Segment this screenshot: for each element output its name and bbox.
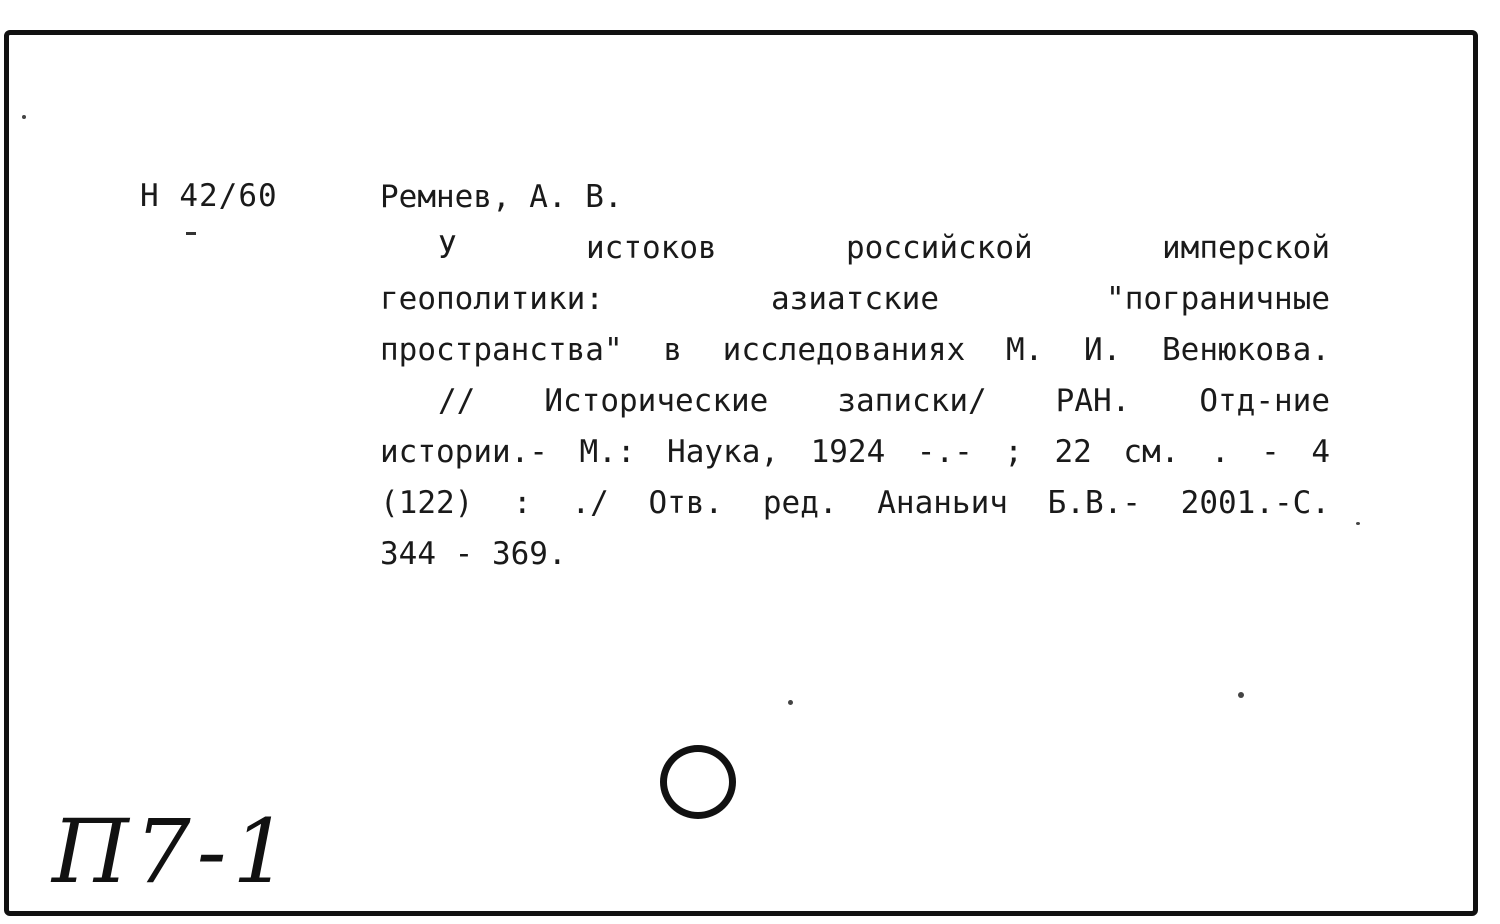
shelfmark: Н 42/60: [140, 178, 278, 214]
scan-speck: [1238, 692, 1244, 698]
entry-author: Ремнев, А. В.: [380, 179, 623, 215]
entry-title-line-2: геополитики: азиатские "пограничные: [380, 281, 1330, 317]
entry-source-line-1: // Исторические записки/ РАН. Отд-ние: [438, 383, 1330, 419]
scan-speck: [788, 700, 793, 705]
bibliographic-entry: [380, 172, 1330, 580]
scan-speck: [22, 115, 26, 119]
handwritten-code: П7-1: [52, 800, 295, 903]
scan-speck: [1356, 522, 1360, 525]
entry-source-line-2: истории.- М.: Наука, 1924 -.- ; 22 см. . - 4: [380, 434, 1330, 470]
entry-title-line-3: пространства" в исследованиях М. И. Венюкова.: [380, 332, 1330, 368]
punch-hole: [660, 745, 736, 819]
entry-pages: 344 - 369.: [380, 536, 567, 572]
shelfmark-dash: [186, 232, 196, 235]
entry-source-line-3: (122) : ./ Отв. ред. Ананьич Б.В.- 2001.-С.: [380, 485, 1330, 521]
entry-title-line-1: У истоков российской имперской: [438, 230, 1330, 266]
